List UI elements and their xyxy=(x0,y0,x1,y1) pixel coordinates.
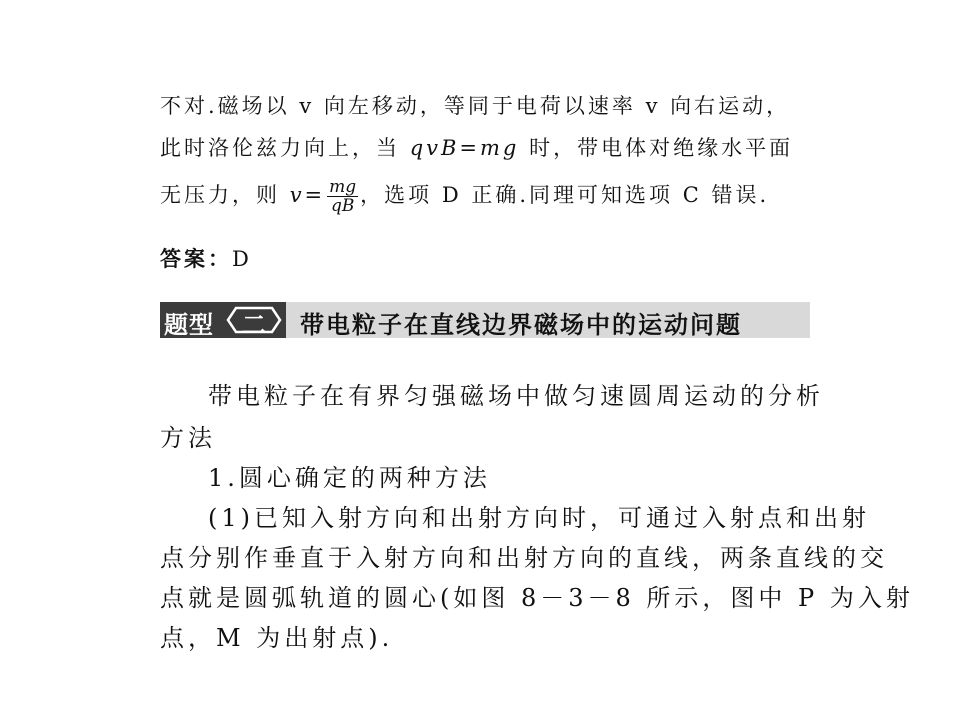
fraction-denominator: qB xyxy=(330,196,355,216)
paragraph1-line3-text-a: 无压力，则 xyxy=(160,183,290,207)
section-tag-label: 题型 xyxy=(164,311,214,339)
paragraph1-line2-text-b: 时，带电体对绝缘水平面 xyxy=(519,136,794,160)
answer-label: 答案： xyxy=(160,247,232,271)
section-header xyxy=(160,302,810,338)
paragraph1-line2 xyxy=(160,132,793,162)
section-title: 带电粒子在直线边界磁场中的运动问题 xyxy=(300,311,742,339)
paragraph1-line1: 不对.磁场以 v 向左移动，等同于电荷以速率 v 向右运动， xyxy=(160,94,791,118)
intro-line2: 方法 xyxy=(160,424,216,452)
sub1-line4: 点，M 为出射点). xyxy=(160,624,394,652)
item1-heading: 1.圆心确定的两种方法 xyxy=(208,464,491,492)
answer-value: D xyxy=(232,247,252,271)
fraction-numerator: mg xyxy=(329,177,357,197)
sub1-line3: 点就是圆弧轨道的圆心(如图 8－3－8 所示，图中 P 为入射 xyxy=(160,584,914,612)
section-tag-number: 二 xyxy=(242,311,266,339)
intro-line1: 带电粒子在有界匀强磁场中做匀速圆周运动的分析 xyxy=(208,382,824,410)
sub1-line2: 点分别作垂直于入射方向和出射方向的直线，两条直线的交 xyxy=(160,544,888,572)
answer-line xyxy=(160,243,252,273)
formula-v-equals: v= xyxy=(289,183,326,207)
formula-qvb-mg: qvB=mg xyxy=(409,136,520,160)
fraction-mg-over-qb xyxy=(327,178,358,215)
section-tag xyxy=(160,302,286,338)
paragraph1-line3 xyxy=(160,178,769,215)
paragraph1-line2-text-a: 此时洛伦兹力向上，当 xyxy=(160,136,410,160)
paragraph1-line3-text-b: ，选项 D 正确.同理可知选项 C 错误. xyxy=(360,183,770,207)
sub1-line1: (1)已知入射方向和出射方向时，可通过入射点和出射 xyxy=(208,504,870,532)
